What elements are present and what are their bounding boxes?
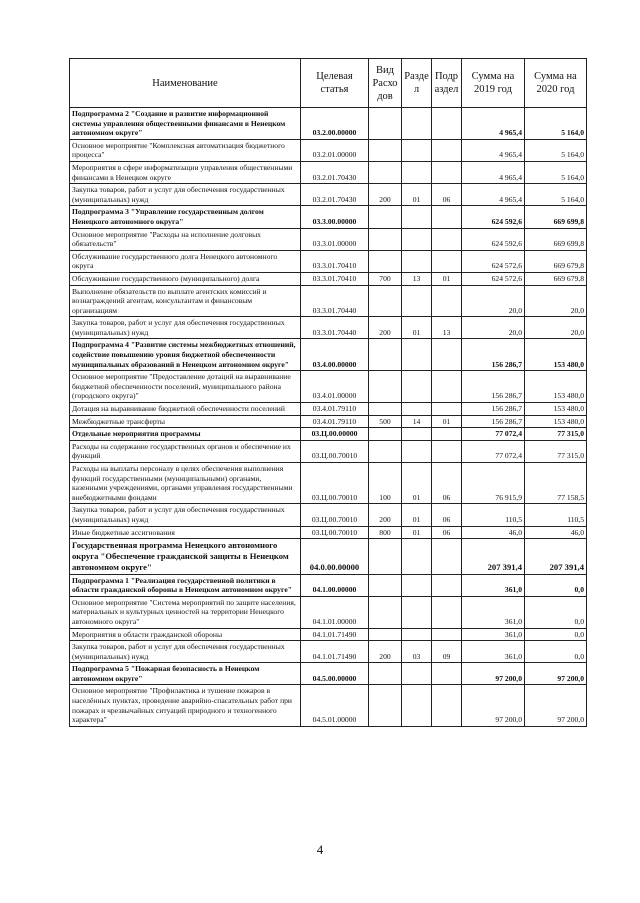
row-sum-2019-cell: 20,0 [462, 285, 525, 317]
row-kind-cell: 700 [369, 272, 402, 285]
row-sum-2019-cell: 156 286,7 [462, 371, 525, 403]
row-sum-2019-cell: 4 965,4 [462, 184, 525, 206]
col-header-sum-2020: Сумма на 2020 год [525, 59, 587, 108]
row-sum-2019-cell: 624 592,6 [462, 206, 525, 228]
row-subsection-cell [432, 685, 462, 726]
row-sum-2020-cell: 669 699,8 [525, 228, 587, 250]
row-sum-2020-cell: 0,0 [525, 641, 587, 663]
row-sum-2019-cell: 361,0 [462, 574, 525, 596]
row-kind-cell [369, 339, 402, 371]
row-name-cell: Мероприятия в сфере информатизации управления общественными финансами в Ненецком округе [70, 161, 301, 183]
row-code-cell: 03.3.01.70410 [301, 250, 369, 272]
row-subsection-cell: 06 [432, 184, 462, 206]
row-section-cell [402, 663, 432, 685]
row-sum-2019-cell: 4 965,4 [462, 139, 525, 161]
row-kind-cell [369, 428, 402, 441]
row-section-cell: 01 [402, 317, 432, 339]
row-subsection-cell [432, 440, 462, 462]
row-subsection-cell [432, 596, 462, 628]
row-section-cell [402, 403, 432, 416]
row-kind-cell: 100 [369, 463, 402, 504]
row-sum-2020-cell: 669 699,8 [525, 206, 587, 228]
row-kind-cell [369, 539, 402, 574]
row-subsection-cell [432, 403, 462, 416]
row-subsection-cell [432, 663, 462, 685]
row-sum-2019-cell: 97 200,0 [462, 685, 525, 726]
row-sum-2019-cell: 4 965,4 [462, 108, 525, 140]
row-sum-2020-cell: 110,5 [525, 504, 587, 526]
row-name-cell: Основное мероприятие "Комплексная автоматизация бюджетного процесса" [70, 139, 301, 161]
row-code-cell: 03.3.01.00000 [301, 228, 369, 250]
row-code-cell: 03.3.01.70440 [301, 285, 369, 317]
row-sum-2019-cell: 156 286,7 [462, 415, 525, 428]
row-sum-2019-cell: 77 072,4 [462, 428, 525, 441]
row-sum-2019-cell: 97 200,0 [462, 663, 525, 685]
row-name-cell: Иные бюджетные ассигнования [70, 526, 301, 539]
row-section-cell: 01 [402, 184, 432, 206]
row-subsection-cell [432, 206, 462, 228]
row-sum-2019-cell: 624 572,6 [462, 272, 525, 285]
row-code-cell: 03.Ц.00.70010 [301, 526, 369, 539]
table-header-row [70, 59, 587, 108]
row-sum-2019-cell: 46,0 [462, 526, 525, 539]
row-sum-2019-cell: 361,0 [462, 596, 525, 628]
row-section-cell [402, 339, 432, 371]
row-subsection-cell [432, 539, 462, 574]
row-subsection-cell: 01 [432, 272, 462, 285]
row-section-cell [402, 161, 432, 183]
row-sum-2020-cell: 5 164,0 [525, 184, 587, 206]
row-sum-2019-cell: 77 072,4 [462, 440, 525, 462]
table-row [70, 161, 587, 183]
row-code-cell: 04.1.01.00000 [301, 596, 369, 628]
row-name-cell: Основное мероприятие "Система мероприятий по защите населения, материальных и культурных ценностей на территории Ненецкого автономного округа" [70, 596, 301, 628]
row-kind-cell [369, 285, 402, 317]
table-row [70, 317, 587, 339]
row-subsection-cell [432, 339, 462, 371]
row-name-cell: Выполнение обязательств по выплате агентских комиссий и вознаграждений агентам, консультантам и финансовым организациям [70, 285, 301, 317]
row-kind-cell: 200 [369, 504, 402, 526]
row-name-cell: Отдельные мероприятия программы [70, 428, 301, 441]
row-kind-cell: 200 [369, 317, 402, 339]
row-name-cell: Закупка товаров, работ и услуг для обеспечения государственных (муниципальных) нужд [70, 641, 301, 663]
row-kind-cell [369, 161, 402, 183]
row-sum-2020-cell: 77 315,0 [525, 428, 587, 441]
table-row [70, 184, 587, 206]
table-row [70, 339, 587, 371]
row-name-cell: Закупка товаров, работ и услуг для обеспечения государственных (муниципальных) нужд [70, 317, 301, 339]
row-code-cell: 03.3.01.70410 [301, 272, 369, 285]
row-subsection-cell [432, 250, 462, 272]
row-name-cell: Расходы на содержание государственных органов и обеспечение их функций [70, 440, 301, 462]
row-code-cell: 03.3.00.00000 [301, 206, 369, 228]
row-name-cell: Межбюджетные трансферты [70, 415, 301, 428]
table-row [70, 285, 587, 317]
row-name-cell: Подпрограмма 4 "Развитие системы межбюджетных отношений, содействие повышению уровня бюджетной обеспеченности муниципальных образований в Ненецком автономном округе" [70, 339, 301, 371]
row-section-cell: 01 [402, 526, 432, 539]
row-sum-2019-cell: 4 965,4 [462, 161, 525, 183]
row-name-cell: Основное мероприятие "Расходы на исполнение долговых обязательств" [70, 228, 301, 250]
row-name-cell: Обслуживание государственного долга Ненецкого автономного округа [70, 250, 301, 272]
row-section-cell [402, 574, 432, 596]
row-section-cell [402, 628, 432, 641]
row-name-cell: Закупка товаров, работ и услуг для обеспечения государственных (муниципальных) нужд [70, 504, 301, 526]
table-row [70, 539, 587, 574]
row-subsection-cell: 06 [432, 463, 462, 504]
table-row [70, 371, 587, 403]
row-sum-2019-cell: 76 915,9 [462, 463, 525, 504]
row-section-cell [402, 206, 432, 228]
page-number: 4 [316, 842, 324, 857]
table-row [70, 574, 587, 596]
row-sum-2019-cell: 624 592,6 [462, 228, 525, 250]
row-sum-2019-cell: 624 572,6 [462, 250, 525, 272]
table-row [70, 663, 587, 685]
budget-table [69, 58, 587, 727]
row-kind-cell: 200 [369, 184, 402, 206]
row-subsection-cell [432, 574, 462, 596]
row-section-cell: 13 [402, 272, 432, 285]
row-section-cell [402, 539, 432, 574]
row-kind-cell [369, 596, 402, 628]
row-kind-cell: 200 [369, 641, 402, 663]
row-section-cell [402, 371, 432, 403]
row-code-cell: 03.4.01.79110 [301, 415, 369, 428]
row-sum-2020-cell: 0,0 [525, 628, 587, 641]
row-section-cell [402, 250, 432, 272]
row-code-cell: 03.Ц.00.70010 [301, 463, 369, 504]
row-subsection-cell [432, 371, 462, 403]
row-sum-2020-cell: 153 480,0 [525, 339, 587, 371]
row-sum-2019-cell: 361,0 [462, 641, 525, 663]
row-kind-cell [369, 139, 402, 161]
row-subsection-cell [432, 428, 462, 441]
row-sum-2020-cell: 46,0 [525, 526, 587, 539]
row-code-cell: 03.Ц.00.70010 [301, 504, 369, 526]
row-code-cell: 03.2.01.00000 [301, 139, 369, 161]
table-row [70, 403, 587, 416]
row-subsection-cell [432, 139, 462, 161]
row-section-cell: 01 [402, 504, 432, 526]
row-kind-cell [369, 628, 402, 641]
row-subsection-cell: 01 [432, 415, 462, 428]
row-name-cell: Обслуживание государственного (муниципального) долга [70, 272, 301, 285]
row-section-cell [402, 685, 432, 726]
row-sum-2020-cell: 77 315,0 [525, 440, 587, 462]
row-section-cell: 03 [402, 641, 432, 663]
row-name-cell: Закупка товаров, работ и услуг для обеспечения государственных (муниципальных) нужд [70, 184, 301, 206]
col-header-name: Наименование [70, 59, 301, 108]
row-subsection-cell [432, 228, 462, 250]
row-subsection-cell [432, 108, 462, 140]
table-body [70, 108, 587, 727]
row-sum-2019-cell: 110,5 [462, 504, 525, 526]
row-section-cell [402, 228, 432, 250]
row-subsection-cell: 06 [432, 504, 462, 526]
table-row [70, 428, 587, 441]
col-header-sum-2019: Сумма на 2019 год [462, 59, 525, 108]
table-row [70, 504, 587, 526]
table-row [70, 108, 587, 140]
row-subsection-cell [432, 285, 462, 317]
row-subsection-cell: 13 [432, 317, 462, 339]
row-sum-2019-cell: 207 391,4 [462, 539, 525, 574]
row-kind-cell [369, 403, 402, 416]
table-row [70, 685, 587, 726]
row-sum-2020-cell: 153 480,0 [525, 371, 587, 403]
row-section-cell [402, 139, 432, 161]
row-code-cell: 04.5.00.00000 [301, 663, 369, 685]
row-name-cell: Мероприятия в области гражданской обороны [70, 628, 301, 641]
row-code-cell: 04.1.00.00000 [301, 574, 369, 596]
row-name-cell: Подпрограмма 5 "Пожарная безопасность в Ненецком автономном округе" [70, 663, 301, 685]
row-sum-2020-cell: 20,0 [525, 317, 587, 339]
row-code-cell: 03.2.01.70430 [301, 184, 369, 206]
row-section-cell: 14 [402, 415, 432, 428]
row-section-cell: 01 [402, 463, 432, 504]
table-row [70, 463, 587, 504]
row-kind-cell [369, 108, 402, 140]
table-row [70, 415, 587, 428]
row-kind-cell: 500 [369, 415, 402, 428]
row-section-cell [402, 428, 432, 441]
table-row [70, 228, 587, 250]
row-code-cell: 04.0.00.00000 [301, 539, 369, 574]
row-code-cell: 03.2.01.70430 [301, 161, 369, 183]
row-sum-2020-cell: 669 679,8 [525, 272, 587, 285]
row-kind-cell [369, 685, 402, 726]
row-sum-2019-cell: 361,0 [462, 628, 525, 641]
row-sum-2020-cell: 20,0 [525, 285, 587, 317]
row-code-cell: 04.1.01.71490 [301, 641, 369, 663]
row-sum-2020-cell: 5 164,0 [525, 108, 587, 140]
col-header-subsection: Подр аздел [432, 59, 462, 108]
row-sum-2019-cell: 156 286,7 [462, 339, 525, 371]
row-code-cell: 03.2.00.00000 [301, 108, 369, 140]
row-section-cell [402, 596, 432, 628]
row-kind-cell [369, 206, 402, 228]
row-code-cell: 03.4.00.00000 [301, 339, 369, 371]
row-code-cell: 03.4.01.00000 [301, 371, 369, 403]
col-header-kind: Вид Расхо дов [369, 59, 402, 108]
row-kind-cell: 800 [369, 526, 402, 539]
table-row [70, 596, 587, 628]
row-name-cell: Подпрограмма 2 "Создание и развитие информационной системы управления общественными финансами в Ненецком автономном округе" [70, 108, 301, 140]
row-kind-cell [369, 663, 402, 685]
col-header-code: Целевая статья [301, 59, 369, 108]
row-sum-2020-cell: 97 200,0 [525, 685, 587, 726]
row-name-cell: Основное мероприятие "Предоставление дотаций на выравнивание бюджетной обеспеченности поселений, муниципального района (городского округа)" [70, 371, 301, 403]
row-sum-2019-cell: 156 286,7 [462, 403, 525, 416]
table-row [70, 206, 587, 228]
row-name-cell: Расходы на выплаты персоналу в целях обеспечения выполнения функций государственными (муниципальными) органами, казенными учреждениями, органами управления государственными внебюджетными фондами [70, 463, 301, 504]
row-sum-2020-cell: 0,0 [525, 596, 587, 628]
row-name-cell: Подпрограмма 1 "Реализация государственной политики в области гражданской обороны в Ненецком автономном округе" [70, 574, 301, 596]
row-kind-cell [369, 228, 402, 250]
row-subsection-cell: 06 [432, 526, 462, 539]
row-sum-2020-cell: 0,0 [525, 574, 587, 596]
row-name-cell: Основное мероприятие "Профилактика и тушение пожаров в населённых пунктах, проведение аварийно-спасательных работ при пожарах и чрезвычайных ситуаций природного и техногенного характера" [70, 685, 301, 726]
table-row [70, 272, 587, 285]
table-row [70, 440, 587, 462]
row-subsection-cell [432, 628, 462, 641]
row-kind-cell [369, 371, 402, 403]
row-kind-cell [369, 250, 402, 272]
row-subsection-cell [432, 161, 462, 183]
row-name-cell: Дотация на выравнивание бюджетной обеспеченности поселений [70, 403, 301, 416]
row-sum-2020-cell: 5 164,0 [525, 139, 587, 161]
table-row [70, 628, 587, 641]
row-code-cell: 03.Ц.00.70010 [301, 440, 369, 462]
row-sum-2020-cell: 207 391,4 [525, 539, 587, 574]
table-row [70, 641, 587, 663]
row-name-cell: Подпрограмма 3 "Управление государственным долгом Ненецкого автономного округа" [70, 206, 301, 228]
table-row [70, 139, 587, 161]
table-row [70, 526, 587, 539]
row-subsection-cell: 09 [432, 641, 462, 663]
row-code-cell: 03.4.01.79110 [301, 403, 369, 416]
col-header-section: Разде л [402, 59, 432, 108]
row-code-cell: 04.1.01.71490 [301, 628, 369, 641]
row-sum-2019-cell: 20,0 [462, 317, 525, 339]
row-sum-2020-cell: 5 164,0 [525, 161, 587, 183]
row-code-cell: 03.Ц.00.00000 [301, 428, 369, 441]
row-kind-cell [369, 440, 402, 462]
row-kind-cell [369, 574, 402, 596]
table-row [70, 250, 587, 272]
row-name-cell: Государственная программа Ненецкого автономного округа "Обеспечение гражданской защиты в Ненецком автономном округе" [70, 539, 301, 574]
row-section-cell [402, 285, 432, 317]
row-section-cell [402, 440, 432, 462]
row-code-cell: 03.3.01.70440 [301, 317, 369, 339]
row-sum-2020-cell: 97 200,0 [525, 663, 587, 685]
row-sum-2020-cell: 77 158,5 [525, 463, 587, 504]
row-section-cell [402, 108, 432, 140]
row-sum-2020-cell: 669 679,8 [525, 250, 587, 272]
row-code-cell: 04.5.01.00000 [301, 685, 369, 726]
row-sum-2020-cell: 153 480,0 [525, 403, 587, 416]
row-sum-2020-cell: 153 480,0 [525, 415, 587, 428]
